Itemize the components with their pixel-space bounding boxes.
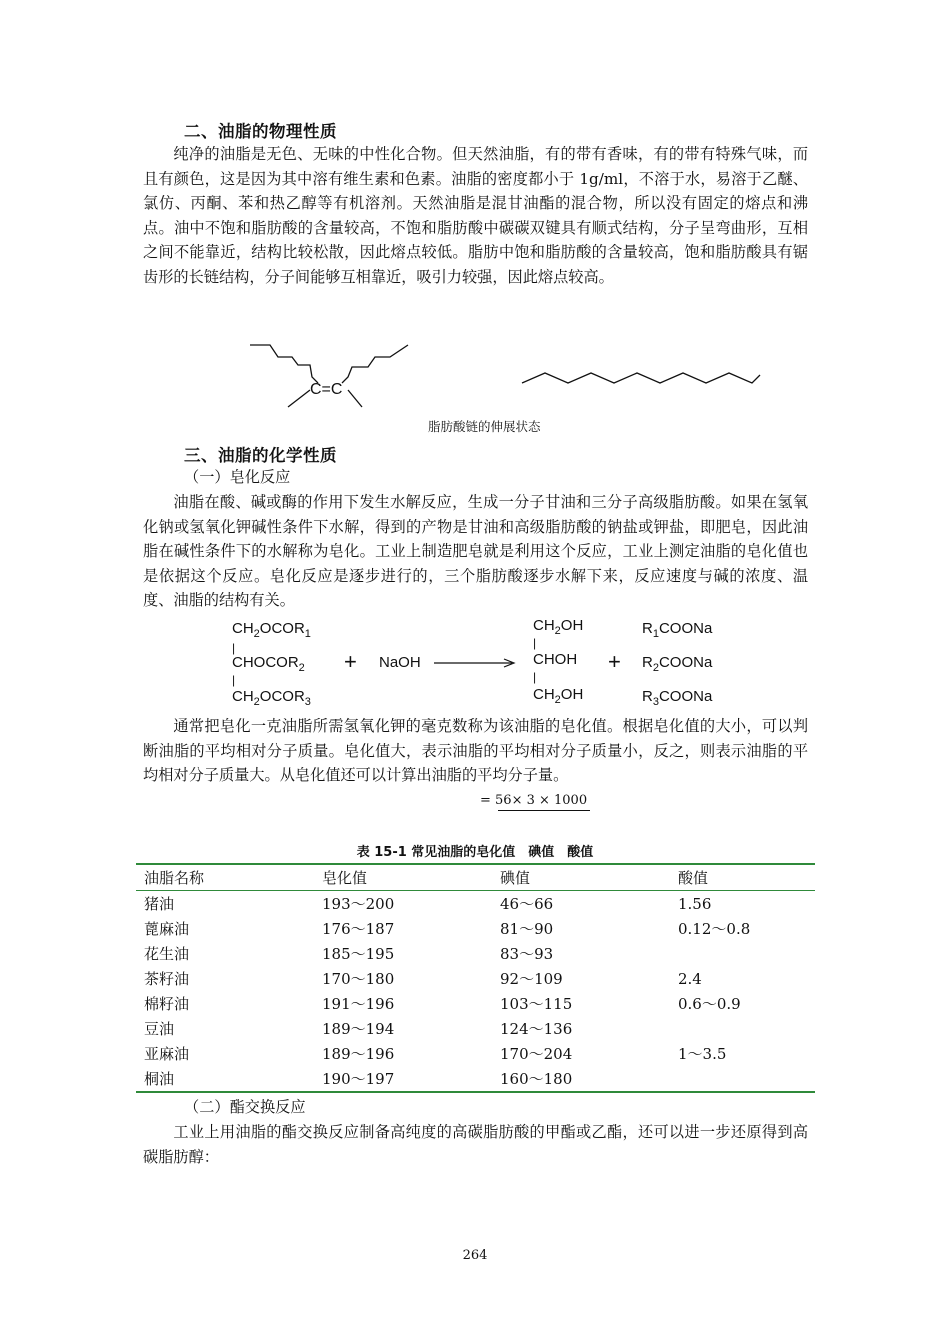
- table-cell: 豆油: [144, 1020, 175, 1038]
- table-cell: 189～194: [322, 1020, 395, 1038]
- table-cell: 190～197: [322, 1070, 395, 1088]
- figure-caption: 脂肪酸链的伸展状态: [428, 419, 541, 434]
- physical-properties-paragraph: 纯净的油脂是无色、无味的中性化合物。但天然油脂，有的带有香味，有的带有特殊气味，而且有颜色，这是因为其中溶有维生素和色素。油脂的密度都小于 1g/ml，不溶于水，易溶于乙醚、氯仿、丙酮、苯和热乙醇等有机溶剂。天然油脂是混甘油酯的混合物，所以没有固定的熔点和沸点。油中不饱和脂肪酸的含量较高，不饱和脂肪酸中碳碳双键具有顺式结构，分子呈弯曲形，互相之间不能靠近，结构比较松散，因此熔点较低。脂肪中饱和脂肪酸的含量较高，饱和脂肪酸具有锯齿形的长链结构，分子间能够互相靠近，吸引力较强，因此熔点较高。: [143, 145, 808, 286]
- fatty-acid-chain-figure: [240, 335, 780, 415]
- cis-chain-left: [250, 345, 318, 383]
- table-cell: 0.12～0.8: [678, 920, 751, 938]
- table-row: [136, 1041, 815, 1066]
- bond-line: |: [533, 636, 537, 650]
- double-bond-label: C=C: [310, 381, 343, 398]
- table-cell: 0.6～0.9: [678, 995, 741, 1013]
- table-row: [136, 1066, 815, 1092]
- transesterification-paragraph: 工业上用油脂的酯交换反应制备高纯度的高碳脂肪酸的甲酯或乙酯，还可以进一步还原得到高碳脂肪醇：: [143, 1123, 808, 1166]
- table-cell: 103～115: [500, 995, 573, 1013]
- page-number: 264: [462, 1248, 488, 1263]
- table-row: [136, 916, 815, 941]
- table-cell: 蓖麻油: [144, 920, 190, 938]
- table-row: [136, 1016, 815, 1041]
- reactant-line-1: $CH_2OCOR_1$: [232, 620, 311, 640]
- cis-chain-right: [342, 345, 408, 383]
- table-cell: 花生油: [144, 945, 190, 963]
- saturated-chain: [522, 373, 760, 383]
- table-cell: 1.56: [678, 894, 712, 913]
- table-cell: 桐油: [144, 1070, 175, 1088]
- substituent-right: [348, 390, 362, 407]
- bond-line: |: [533, 670, 537, 684]
- reactant-line-3: $CH_2OCOR_3$: [232, 688, 311, 708]
- header-oil-name: 油脂名称: [144, 869, 205, 887]
- table-cell: 猪油: [144, 895, 175, 913]
- table-cell: 189～196: [322, 1045, 395, 1063]
- table-cell: 83～93: [500, 945, 554, 963]
- bond-line: |: [232, 641, 236, 655]
- table-cell: 170～180: [322, 970, 395, 988]
- table-header-row: [136, 864, 815, 891]
- plus-sign: +: [344, 649, 357, 674]
- table-cell: [670, 1016, 815, 1041]
- header-acid: 酸值: [678, 869, 709, 887]
- product-line-3: $CH_2OH$: [533, 686, 584, 706]
- reaction-arrow: [432, 656, 518, 670]
- table-cell: 1～3.5: [678, 1045, 727, 1063]
- table-cell: 46～66: [500, 895, 554, 913]
- table-row: [136, 941, 815, 966]
- table-cell: 2.4: [678, 969, 702, 988]
- table-cell: 160～180: [500, 1070, 573, 1088]
- table-cell: 191～196: [322, 995, 395, 1013]
- table-cell: [670, 1066, 815, 1092]
- table-cell: [670, 941, 815, 966]
- table-cell: 185～195: [322, 945, 395, 963]
- product-line-1: $CH_2OH$: [533, 617, 584, 637]
- saponification-paragraph: 油脂在酸、碱或酶的作用下发生水解反应，生成一分子甘油和三分子高级脂肪酸。如果在氢氧化钠或氢氧化钾碱性条件下水解，得到的产物是甘油和高级脂肪酸的钠盐或钾盐，即肥皂，因此油脂在碱性条件下的水解称为皂化。工业上制造肥皂就是利用这个反应，工业上测定油脂的皂化值也是依据这个反应。皂化反应是逐步进行的，三个脂肪酸逐步水解下来，反应速度与碱的浓度、温度、油脂的结构有关。: [143, 493, 808, 610]
- table-title: 表 15-1 常见油脂的皂化值 碘值 酸值: [356, 845, 594, 860]
- section-heading-chemical: 三、油脂的化学性质: [184, 446, 337, 465]
- bond-line: |: [232, 673, 236, 687]
- table-cell: 茶籽油: [144, 970, 190, 988]
- salt-line-2: $R_2COONa$: [642, 654, 713, 674]
- reactant-line-2: $CHOCOR_2$: [232, 654, 305, 674]
- reagent-naoh: NaOH: [379, 654, 421, 671]
- table-cell: 170～204: [500, 1045, 573, 1063]
- table-cell: 81～90: [500, 920, 554, 938]
- subsection-transesterification: （二）酯交换反应: [184, 1098, 306, 1116]
- subsection-saponification: （一）皂化反应: [184, 468, 291, 486]
- section-heading-physical: 二、油脂的物理性质: [184, 122, 337, 141]
- substituent-left: [288, 390, 310, 407]
- table-cell: 176～187: [322, 920, 395, 938]
- table-cell: 193～200: [322, 895, 395, 913]
- table-cell: 棉籽油: [144, 995, 190, 1013]
- table-cell: 92～109: [500, 970, 563, 988]
- molecular-weight-equation: = 56× 3 × 1000: [480, 793, 587, 808]
- saponification-value-paragraph: 通常把皂化一克油脂所需氢氧化钾的毫克数称为该油脂的皂化值。根据皂化值的大小，可以判断油脂的平均相对分子质量。皂化值大，表示油脂的平均相对分子质量小，反之，则表示油脂的平均相对分子质量大。从皂化值还可以计算出油脂的平均分子量。: [143, 717, 808, 785]
- plus-sign-2: +: [608, 649, 621, 674]
- salt-line-1: $R_1COONa$: [642, 620, 713, 640]
- table-cell: 124～136: [500, 1020, 573, 1038]
- oil-values-table: [136, 863, 815, 1093]
- header-saponification: 皂化值: [322, 869, 368, 887]
- table-row: [136, 991, 815, 1016]
- table-cell: 亚麻油: [144, 1045, 190, 1063]
- table-row: [136, 966, 815, 991]
- table-row: [136, 891, 815, 917]
- product-line-2: CHOH: [533, 651, 578, 668]
- salt-line-3: $R_3COONa$: [642, 688, 713, 708]
- header-iodine: 碘值: [500, 869, 531, 887]
